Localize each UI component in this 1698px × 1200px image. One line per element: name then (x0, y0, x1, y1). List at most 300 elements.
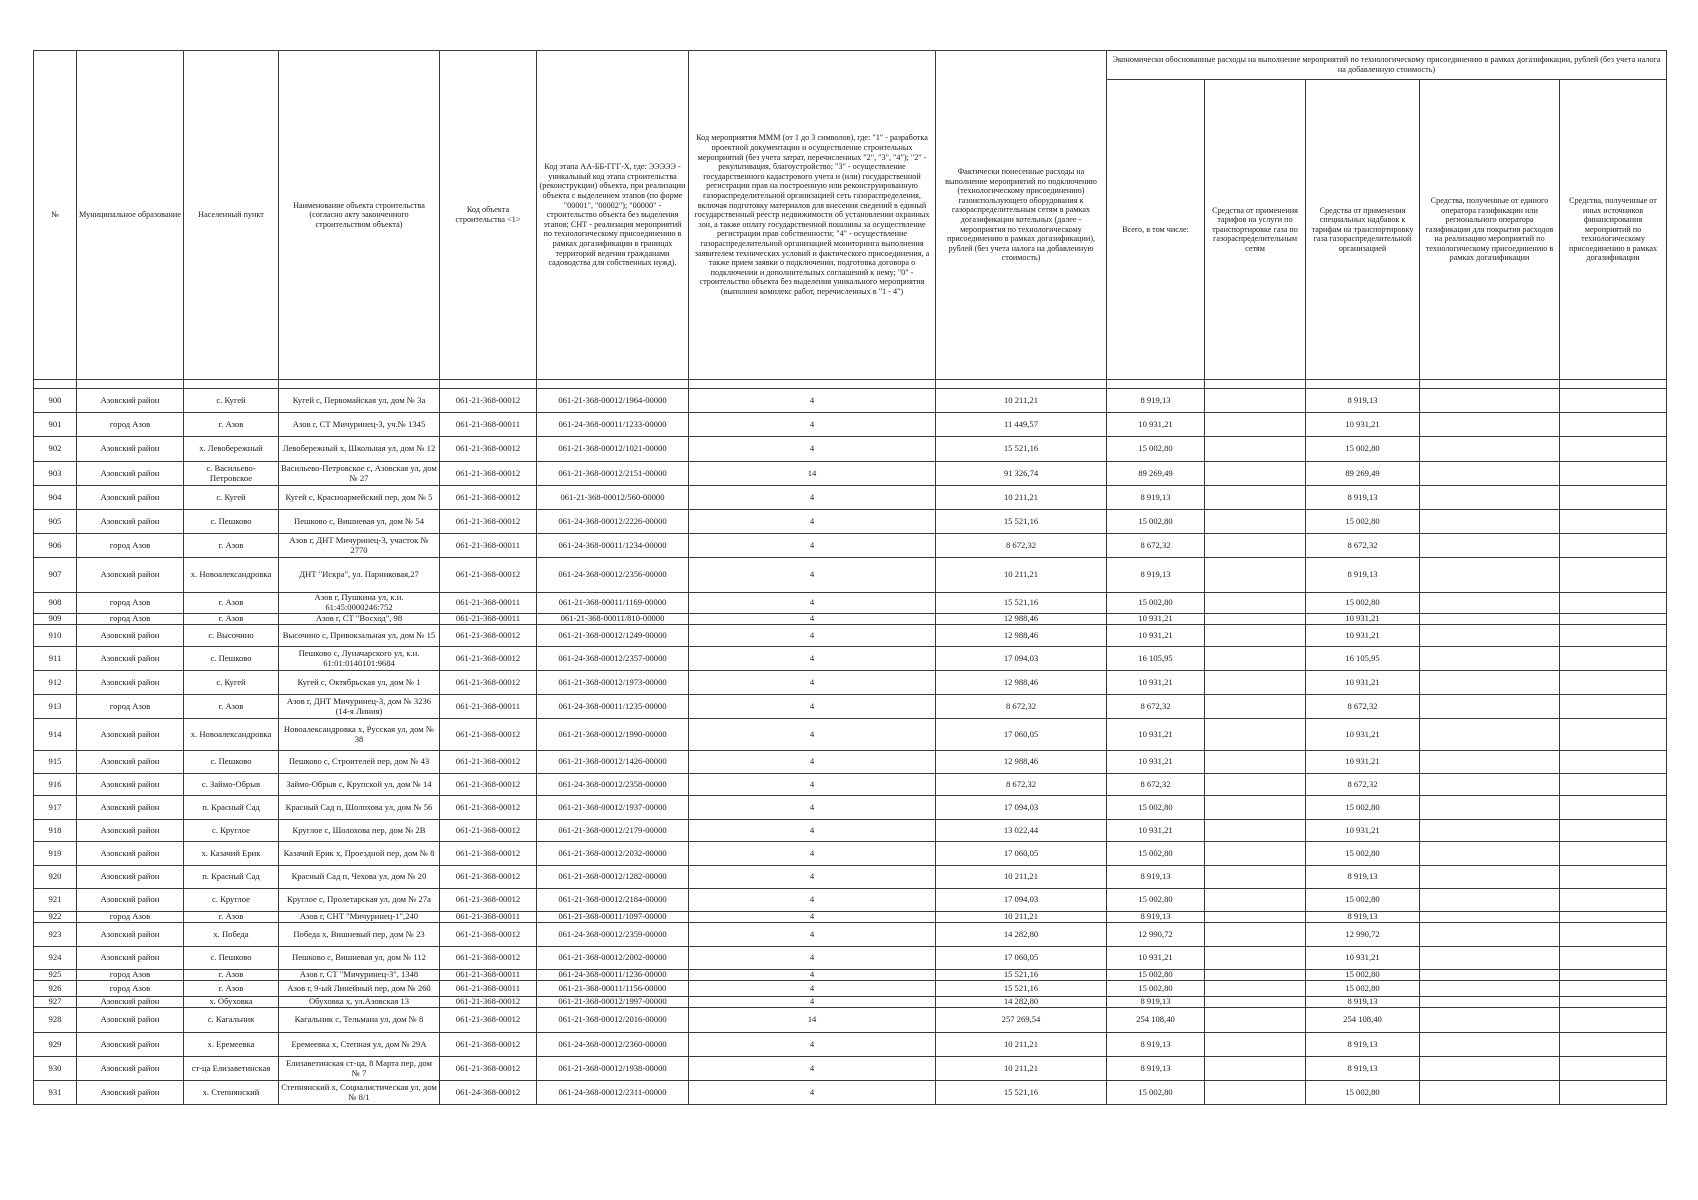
row-surcharge-funds: 15 002,80 (1306, 970, 1420, 981)
row-other-funds (1560, 842, 1667, 866)
row-number: 927 (34, 997, 77, 1008)
row-municipality: Азовский район (77, 625, 184, 647)
row-total: 15 002,80 (1107, 593, 1205, 614)
row-object-code: 061-21-368-00012 (440, 389, 537, 413)
row-operator-funds (1420, 923, 1560, 947)
row-actual-costs: 15 521,16 (936, 981, 1107, 997)
row-object-name: Победа х, Вишневый пер, дом № 23 (279, 923, 440, 947)
row-number: 912 (34, 671, 77, 695)
row-stage-code: 061-21-368-00012/560-00000 (537, 486, 689, 510)
row-operator-funds (1420, 558, 1560, 593)
row-operator-funds (1420, 695, 1560, 719)
row-total: 89 269,49 (1107, 462, 1205, 486)
row-object-code: 061-21-368-00012 (440, 842, 537, 866)
row-operator-funds (1420, 866, 1560, 889)
row-settlement: г. Азов (184, 970, 279, 981)
row-surcharge-funds: 8 919,13 (1306, 558, 1420, 593)
row-other-funds (1560, 671, 1667, 695)
row-total: 8 672,32 (1107, 695, 1205, 719)
row-stage-code: 061-24-368-00012/2311-00000 (537, 1081, 689, 1105)
row-object-name: Новоалександровка х, Русская ул, дом № 38 (279, 719, 440, 751)
row-operator-funds (1420, 796, 1560, 820)
row-operator-funds (1420, 389, 1560, 413)
row-surcharge-funds: 15 002,80 (1306, 796, 1420, 820)
row-number: 921 (34, 889, 77, 912)
row-activity-code: 4 (689, 889, 936, 912)
row-operator-funds (1420, 1008, 1560, 1033)
row-object-name: Азов г, ДНТ Мичуринец-3, дом № 3236 (14-я Линия) (279, 695, 440, 719)
row-number: 914 (34, 719, 77, 751)
row-activity-code: 4 (689, 486, 936, 510)
row-operator-funds (1420, 970, 1560, 981)
row-tariff-funds (1205, 796, 1306, 820)
row-settlement: х. Степнянский (184, 1081, 279, 1105)
header-settlement: Населенный пункт (184, 51, 279, 380)
row-surcharge-funds: 15 002,80 (1306, 889, 1420, 912)
row-other-funds (1560, 510, 1667, 534)
row-tariff-funds (1205, 912, 1306, 923)
row-stage-code: 061-24-368-00012/2356-00000 (537, 558, 689, 593)
row-stage-code: 061-21-368-00012/2032-00000 (537, 842, 689, 866)
table-row (34, 671, 1667, 695)
row-actual-costs: 257 269,54 (936, 1008, 1107, 1033)
row-stage-code: 061-21-368-00012/1964-00000 (537, 389, 689, 413)
row-stage-code: 061-21-368-00011/1156-00000 (537, 981, 689, 997)
row-other-funds (1560, 889, 1667, 912)
row-settlement: г. Азов (184, 534, 279, 558)
row-actual-costs: 91 326,74 (936, 462, 1107, 486)
row-actual-costs: 10 211,21 (936, 866, 1107, 889)
table-row (34, 510, 1667, 534)
row-number: 922 (34, 912, 77, 923)
row-activity-code: 4 (689, 593, 936, 614)
row-operator-funds (1420, 593, 1560, 614)
row-tariff-funds (1205, 671, 1306, 695)
row-object-name: Казачий Ерик х, Проездной пер, дом № 8 (279, 842, 440, 866)
table-row (34, 774, 1667, 796)
row-object-code: 061-21-368-00012 (440, 1033, 537, 1057)
row-object-code: 061-21-368-00012 (440, 437, 537, 462)
row-settlement: х. Казачий Ерик (184, 842, 279, 866)
row-settlement: г. Азов (184, 981, 279, 997)
row-actual-costs: 15 521,16 (936, 1081, 1107, 1105)
row-actual-costs: 12 988,46 (936, 625, 1107, 647)
table-row (34, 413, 1667, 437)
row-number: 900 (34, 389, 77, 413)
header-actual-costs: Фактически понесенные расходы на выполнение мероприятий по подключению (технологическому присоединению) газоиспользующего оборудования к газораспределительным сетям в рамках догазификации котельных (далее - мероприятия по технологическому присоединению в рамках догазификации), рублей (без учета налога на добавленную стоимость) (936, 51, 1107, 380)
row-tariff-funds (1205, 923, 1306, 947)
table-row (34, 842, 1667, 866)
header-activity-code: Код мероприятия МММ (от 1 до 3 символов), где: "1" - разработка проектной документации и осуществление строительных мероприятий (без учета затрат, перечисленных "2", "3", "4"); "2" - рекультивация, благоустройство; "3" - осуществление государственного кадастрового учета и (или) государственной регистрации прав на построенную или реконструированную газораспределительной организацией сеть газораспределения, включая подготовку материалов для внесения сведений в единый государственный реестр недвижимости об установлении охранных зон, а также оплату государственной пошлины за осуществление регистрации прав собственности; "4" - осуществление газораспределительной организацией мониторинга выполнения заявителем технических условий и фактического присоединения, а также прием заявки о подключении, подготовка договора о подключении и дополнительных соглашений к нему; "0" - строительство объекта без выделения уникального мероприятия (выполнен комплекс работ, перечисленных в "1 - 4") (689, 51, 936, 380)
row-object-name: Кугей с, Октябрьская ул, дом № 1 (279, 671, 440, 695)
row-tariff-funds (1205, 981, 1306, 997)
row-other-funds (1560, 462, 1667, 486)
row-object-code: 061-24-368-00012 (440, 1081, 537, 1105)
row-total: 12 990,72 (1107, 923, 1205, 947)
row-number: 910 (34, 625, 77, 647)
row-activity-code: 4 (689, 866, 936, 889)
table-header (34, 51, 1667, 389)
row-stage-code: 061-24-368-00012/2226-00000 (537, 510, 689, 534)
row-operator-funds (1420, 1057, 1560, 1081)
row-surcharge-funds: 10 931,21 (1306, 820, 1420, 842)
row-object-code: 061-21-368-00011 (440, 413, 537, 437)
table-row (34, 647, 1667, 671)
row-municipality: Азовский район (77, 796, 184, 820)
row-other-funds (1560, 774, 1667, 796)
row-activity-code: 4 (689, 534, 936, 558)
row-activity-code: 14 (689, 1008, 936, 1033)
row-activity-code: 4 (689, 981, 936, 997)
row-activity-code: 4 (689, 558, 936, 593)
row-object-code: 061-21-368-00012 (440, 1057, 537, 1081)
row-surcharge-funds: 10 931,21 (1306, 614, 1420, 625)
row-total: 8 919,13 (1107, 997, 1205, 1008)
row-tariff-funds (1205, 947, 1306, 970)
row-stage-code: 061-24-368-00011/1235-00000 (537, 695, 689, 719)
row-total: 8 672,32 (1107, 774, 1205, 796)
row-tariff-funds (1205, 437, 1306, 462)
row-total: 15 002,80 (1107, 510, 1205, 534)
row-object-code: 061-21-368-00012 (440, 486, 537, 510)
row-total: 10 931,21 (1107, 719, 1205, 751)
table-row (34, 625, 1667, 647)
row-actual-costs: 10 211,21 (936, 486, 1107, 510)
row-actual-costs: 12 988,46 (936, 671, 1107, 695)
row-tariff-funds (1205, 774, 1306, 796)
row-surcharge-funds: 8 919,13 (1306, 1033, 1420, 1057)
row-operator-funds (1420, 437, 1560, 462)
row-municipality: Азовский район (77, 462, 184, 486)
row-actual-costs: 10 211,21 (936, 558, 1107, 593)
row-actual-costs: 8 672,32 (936, 534, 1107, 558)
row-object-code: 061-21-368-00012 (440, 820, 537, 842)
row-municipality: Азовский район (77, 889, 184, 912)
row-object-name: Азов г, СТ "Восход", 98 (279, 614, 440, 625)
row-other-funds (1560, 923, 1667, 947)
row-object-name: Азов г, СНТ "Мичуринец-1",240 (279, 912, 440, 923)
row-settlement: с. Пешково (184, 947, 279, 970)
row-tariff-funds (1205, 1033, 1306, 1057)
table-row (34, 593, 1667, 614)
row-actual-costs: 10 211,21 (936, 1033, 1107, 1057)
row-stage-code: 061-24-368-00012/2357-00000 (537, 647, 689, 671)
header-other-funds: Средства, полученные от иных источников финансирования мероприятий по технологическому присоединению в рамках догазификации (1560, 80, 1667, 380)
row-settlement: г. Азов (184, 695, 279, 719)
row-stage-code: 061-21-368-00012/1021-00000 (537, 437, 689, 462)
row-surcharge-funds: 10 931,21 (1306, 671, 1420, 695)
row-other-funds (1560, 614, 1667, 625)
header-number: № (34, 51, 77, 380)
row-actual-costs: 12 988,46 (936, 751, 1107, 774)
row-other-funds (1560, 751, 1667, 774)
row-settlement: п. Красный Сад (184, 796, 279, 820)
row-object-name: Кугей с, Первомайская ул, дом № 3а (279, 389, 440, 413)
row-activity-code: 4 (689, 923, 936, 947)
row-settlement: с. Кагальник (184, 1008, 279, 1033)
row-total: 8 919,13 (1107, 1057, 1205, 1081)
row-activity-code: 4 (689, 437, 936, 462)
row-total: 15 002,80 (1107, 796, 1205, 820)
row-number: 904 (34, 486, 77, 510)
row-object-code: 061-21-368-00012 (440, 671, 537, 695)
row-object-name: Круглое с, Пролетарская ул, дом № 27а (279, 889, 440, 912)
row-other-funds (1560, 997, 1667, 1008)
row-activity-code: 4 (689, 1057, 936, 1081)
row-other-funds (1560, 389, 1667, 413)
row-municipality: город Азов (77, 970, 184, 981)
row-actual-costs: 17 060,05 (936, 719, 1107, 751)
row-number: 905 (34, 510, 77, 534)
row-settlement: г. Азов (184, 593, 279, 614)
row-stage-code: 061-24-368-00012/2358-00000 (537, 774, 689, 796)
row-total: 8 672,32 (1107, 534, 1205, 558)
row-activity-code: 4 (689, 647, 936, 671)
row-other-funds (1560, 866, 1667, 889)
row-operator-funds (1420, 981, 1560, 997)
table-row (34, 486, 1667, 510)
row-surcharge-funds: 10 931,21 (1306, 947, 1420, 970)
row-tariff-funds (1205, 486, 1306, 510)
row-activity-code: 4 (689, 510, 936, 534)
row-object-name: Займо-Обрыв с, Крупской ул, дом № 14 (279, 774, 440, 796)
row-total: 8 919,13 (1107, 1033, 1205, 1057)
row-settlement: ст-ца Елизаветинская (184, 1057, 279, 1081)
row-settlement: х. Новоалександровка (184, 558, 279, 593)
row-actual-costs: 17 094,03 (936, 796, 1107, 820)
row-surcharge-funds: 15 002,80 (1306, 842, 1420, 866)
row-municipality: Азовский район (77, 486, 184, 510)
gasification-costs-table (33, 50, 1667, 1105)
row-total: 8 919,13 (1107, 558, 1205, 593)
row-tariff-funds (1205, 751, 1306, 774)
table-row (34, 981, 1667, 997)
row-surcharge-funds: 8 919,13 (1306, 866, 1420, 889)
row-operator-funds (1420, 614, 1560, 625)
row-tariff-funds (1205, 889, 1306, 912)
row-other-funds (1560, 647, 1667, 671)
row-settlement: с. Кугей (184, 389, 279, 413)
row-object-name: Красный Сад п, Шолохова ул, дом № 56 (279, 796, 440, 820)
row-activity-code: 4 (689, 796, 936, 820)
row-object-code: 061-21-368-00012 (440, 947, 537, 970)
row-surcharge-funds: 8 919,13 (1306, 389, 1420, 413)
row-total: 10 931,21 (1107, 625, 1205, 647)
row-tariff-funds (1205, 593, 1306, 614)
row-settlement: х. Новоалександровка (184, 719, 279, 751)
row-activity-code: 14 (689, 462, 936, 486)
row-settlement: с. Пешково (184, 751, 279, 774)
row-actual-costs: 15 521,16 (936, 437, 1107, 462)
row-actual-costs: 13 022,44 (936, 820, 1107, 842)
row-object-code: 061-21-368-00012 (440, 558, 537, 593)
row-operator-funds (1420, 719, 1560, 751)
row-settlement: х. Победа (184, 923, 279, 947)
row-stage-code: 061-21-368-00012/2184-00000 (537, 889, 689, 912)
row-settlement: с. Васильево-Петровское (184, 462, 279, 486)
row-tariff-funds (1205, 413, 1306, 437)
row-other-funds (1560, 625, 1667, 647)
row-municipality: Азовский район (77, 751, 184, 774)
row-settlement: х. Обуховка (184, 997, 279, 1008)
row-other-funds (1560, 413, 1667, 437)
row-other-funds (1560, 719, 1667, 751)
row-total: 10 931,21 (1107, 947, 1205, 970)
row-total: 15 002,80 (1107, 1081, 1205, 1105)
row-surcharge-funds: 15 002,80 (1306, 437, 1420, 462)
row-activity-code: 4 (689, 947, 936, 970)
row-total: 8 919,13 (1107, 389, 1205, 413)
row-operator-funds (1420, 647, 1560, 671)
row-actual-costs: 14 282,80 (936, 923, 1107, 947)
row-tariff-funds (1205, 647, 1306, 671)
row-municipality: Азовский район (77, 866, 184, 889)
row-other-funds (1560, 1033, 1667, 1057)
row-tariff-funds (1205, 614, 1306, 625)
row-stage-code: 061-21-368-00012/2151-00000 (537, 462, 689, 486)
row-total: 10 931,21 (1107, 751, 1205, 774)
row-actual-costs: 10 211,21 (936, 912, 1107, 923)
row-activity-code: 4 (689, 997, 936, 1008)
row-actual-costs: 11 449,57 (936, 413, 1107, 437)
row-surcharge-funds: 8 919,13 (1306, 997, 1420, 1008)
table-row (34, 820, 1667, 842)
row-tariff-funds (1205, 842, 1306, 866)
row-stage-code: 061-21-368-00012/1973-00000 (537, 671, 689, 695)
row-other-funds (1560, 437, 1667, 462)
row-object-code: 061-21-368-00011 (440, 912, 537, 923)
row-object-code: 061-21-368-00012 (440, 774, 537, 796)
table-row (34, 751, 1667, 774)
row-municipality: город Азов (77, 413, 184, 437)
header-total: Всего, в том числе: (1107, 80, 1205, 380)
row-activity-code: 4 (689, 389, 936, 413)
row-object-code: 061-21-368-00012 (440, 889, 537, 912)
row-surcharge-funds: 8 919,13 (1306, 912, 1420, 923)
header-justified-costs-group: Экономически обоснованные расходы на выполнение мероприятий по технологическому присоединению в рамках догазификации, рублей (без учета налога на добавленную стоимость) (1107, 51, 1667, 80)
row-stage-code: 061-21-368-00012/1938-00000 (537, 1057, 689, 1081)
row-stage-code: 061-24-368-00011/1236-00000 (537, 970, 689, 981)
row-other-funds (1560, 1057, 1667, 1081)
row-actual-costs: 17 094,03 (936, 889, 1107, 912)
row-stage-code: 061-21-368-00012/1990-00000 (537, 719, 689, 751)
row-number: 925 (34, 970, 77, 981)
row-actual-costs: 10 211,21 (936, 389, 1107, 413)
row-tariff-funds (1205, 1008, 1306, 1033)
row-tariff-funds (1205, 558, 1306, 593)
row-operator-funds (1420, 997, 1560, 1008)
row-surcharge-funds: 89 269,49 (1306, 462, 1420, 486)
row-object-name: Пешково с, Вишневая ул, дом № 54 (279, 510, 440, 534)
row-activity-code: 4 (689, 1081, 936, 1105)
row-object-name: Красный Сад п, Чехова ул, дом № 20 (279, 866, 440, 889)
row-municipality: Азовский район (77, 719, 184, 751)
header-object-name: Наименование объекта строительства (согласно акту законченного строительством объекта) (279, 51, 440, 380)
row-settlement: п. Красный Сад (184, 866, 279, 889)
row-surcharge-funds: 8 672,32 (1306, 534, 1420, 558)
row-municipality: город Азов (77, 614, 184, 625)
row-other-funds (1560, 947, 1667, 970)
row-total: 254 108,40 (1107, 1008, 1205, 1033)
row-activity-code: 4 (689, 912, 936, 923)
row-operator-funds (1420, 889, 1560, 912)
row-tariff-funds (1205, 866, 1306, 889)
row-operator-funds (1420, 462, 1560, 486)
row-object-code: 061-21-368-00011 (440, 614, 537, 625)
row-other-funds (1560, 981, 1667, 997)
row-activity-code: 4 (689, 695, 936, 719)
table-row (34, 997, 1667, 1008)
row-settlement: с. Пешково (184, 647, 279, 671)
row-object-name: ДНТ "Искра", ул. Парниковая,27 (279, 558, 440, 593)
row-object-name: Круглое с, Шолохова пер, дом № 2В (279, 820, 440, 842)
row-activity-code: 4 (689, 671, 936, 695)
row-municipality: Азовский район (77, 671, 184, 695)
row-object-name: Азов г, СТ "Мичуринец-3", 1348 (279, 970, 440, 981)
table-row (34, 462, 1667, 486)
row-stage-code: 061-21-368-00011/810-00000 (537, 614, 689, 625)
row-tariff-funds (1205, 997, 1306, 1008)
row-tariff-funds (1205, 462, 1306, 486)
row-surcharge-funds: 8 919,13 (1306, 486, 1420, 510)
row-number: 903 (34, 462, 77, 486)
row-other-funds (1560, 970, 1667, 981)
row-actual-costs: 15 521,16 (936, 510, 1107, 534)
row-municipality: город Азов (77, 593, 184, 614)
row-total: 15 002,80 (1107, 981, 1205, 997)
row-actual-costs: 14 282,80 (936, 997, 1107, 1008)
row-municipality: город Азов (77, 981, 184, 997)
row-settlement: г. Азов (184, 614, 279, 625)
row-object-code: 061-21-368-00012 (440, 719, 537, 751)
row-settlement: с. Кугей (184, 671, 279, 695)
row-number: 926 (34, 981, 77, 997)
row-other-funds (1560, 796, 1667, 820)
row-object-code: 061-21-368-00012 (440, 1008, 537, 1033)
row-municipality: Азовский район (77, 820, 184, 842)
row-total: 8 919,13 (1107, 866, 1205, 889)
row-settlement: с. Круглое (184, 889, 279, 912)
row-object-code: 061-21-368-00012 (440, 923, 537, 947)
row-object-name: Елизаветинская ст-ца, 8 Марта пер, дом № 7 (279, 1057, 440, 1081)
row-object-code: 061-21-368-00012 (440, 462, 537, 486)
row-surcharge-funds: 8 672,32 (1306, 695, 1420, 719)
row-object-name: Обуховка х, ул.Азовская 13 (279, 997, 440, 1008)
row-object-name: Азов г, СТ Мичуринец-3, уч.№ 1345 (279, 413, 440, 437)
row-total: 15 002,80 (1107, 889, 1205, 912)
row-operator-funds (1420, 534, 1560, 558)
row-number: 918 (34, 820, 77, 842)
row-number: 928 (34, 1008, 77, 1033)
header-spacer-row (34, 380, 1667, 389)
row-stage-code: 061-21-368-00012/1249-00000 (537, 625, 689, 647)
row-tariff-funds (1205, 510, 1306, 534)
row-activity-code: 4 (689, 719, 936, 751)
row-number: 923 (34, 923, 77, 947)
row-settlement: с. Кугей (184, 486, 279, 510)
row-surcharge-funds: 8 672,32 (1306, 774, 1420, 796)
row-stage-code: 061-21-368-00012/2016-00000 (537, 1008, 689, 1033)
table-row (34, 695, 1667, 719)
table-row (34, 614, 1667, 625)
row-object-code: 061-21-368-00012 (440, 647, 537, 671)
row-object-name: Кагальник с, Тельмана ул, дом № 8 (279, 1008, 440, 1033)
row-object-name: Пешково с, Строителей пер, дом № 43 (279, 751, 440, 774)
row-surcharge-funds: 15 002,80 (1306, 1081, 1420, 1105)
table-row (34, 889, 1667, 912)
row-object-name: Пешково с, Луначарского ул, к.н. 61:01:0140101:9684 (279, 647, 440, 671)
row-number: 906 (34, 534, 77, 558)
